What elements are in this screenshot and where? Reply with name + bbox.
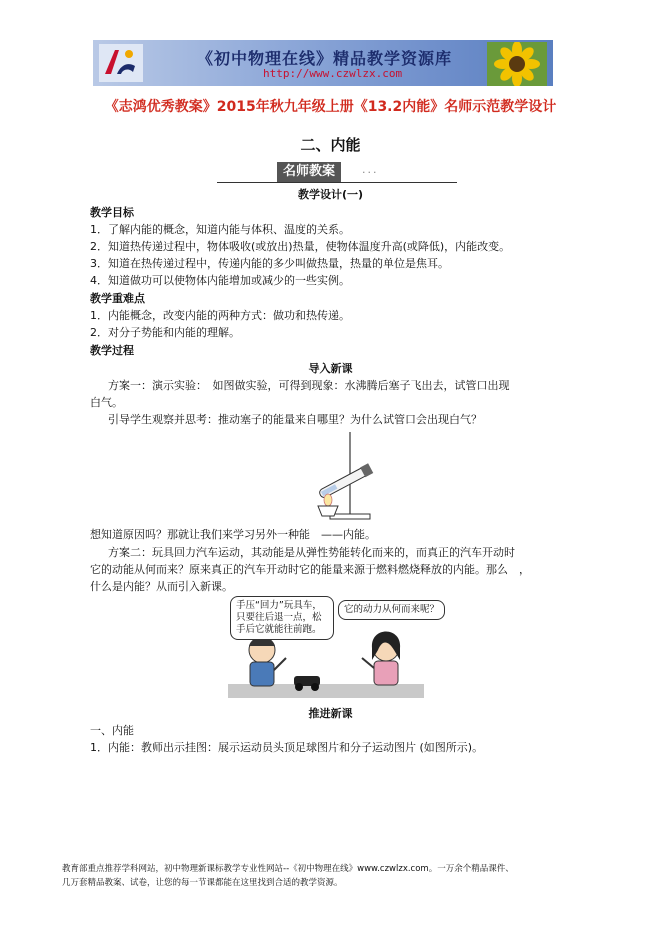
footer-line: 几万套精品教案、试卷，让您的每一节课都能在这里找到合适的教学资源。 (62, 878, 343, 888)
site-logo-icon (99, 44, 143, 82)
design-title: 教学设计(一) (297, 188, 364, 201)
document-title: 《志鸿优秀教案》2015年秋九年级上册《13.2内能》名师示范教学设计 (104, 99, 557, 115)
badge-dots: ··· (362, 166, 379, 179)
teacher-lesson-badge (217, 160, 457, 186)
goal-item: 2．知道热传递过程中，物体吸收(或放出)热量，使物体温度升高(或降低)，内能改变。 (90, 240, 511, 253)
plan2-text-cont: 它的动能从何而来？原来真正的汽车开动时它的能量来源于燃料燃烧释放的内能。那么 ， (90, 563, 530, 576)
plan1-text: 方案一：演示实验： 如图做实验，可得到现象：水沸腾后塞子飞出去，试管口出现 (108, 379, 510, 392)
keypoints-heading: 教学重难点 (90, 292, 145, 305)
toy-car-cartoon (228, 596, 440, 700)
bubble-line: 只要往后退一点，松 (236, 612, 322, 623)
badge-divider (217, 182, 457, 183)
subsection-title: 一、内能 (90, 724, 134, 737)
goal-item: 3．知道在热传递过程中，传递内能的多少叫做热量，热量的单位是焦耳。 (90, 257, 449, 270)
bubble-line: 手压“回力”玩具车， (236, 600, 322, 611)
goal-item: 4．知道做功可以使物体内能增加或减少的一些实例。 (90, 274, 350, 287)
new-lesson-heading: 推进新课 (308, 707, 353, 720)
transition-text: 想知道原因吗？那就让我们来学习另外一种能 ——内能。 (90, 528, 376, 541)
goal-item: 1．了解内能的概念，知道内能与体积、温度的关系。 (90, 223, 350, 236)
banner-url[interactable]: http://www.czwlzx.com (263, 67, 403, 80)
banner-title: 《初中物理在线》精品教学资源库 (197, 49, 453, 68)
speech-bubble-boy (230, 596, 334, 640)
intro-heading: 导入新课 (308, 362, 353, 375)
bubble-line: 手后它就能往前跑。 (236, 624, 322, 635)
internal-energy-item: 1．内能：教师出示挂图：展示运动员头顶足球图片和分子运动图片 (如图所示)。 (90, 741, 484, 754)
speech-bubble-girl (338, 600, 445, 620)
experiment-figure (300, 430, 380, 522)
plan2-text: 方案二：玩具回力汽车运动，其动能是从弹性势能转化而来的，而真正的汽车开动时 (108, 546, 515, 559)
plan1-text-cont: 白气。 (90, 396, 123, 409)
header-banner (93, 40, 553, 86)
process-heading: 教学过程 (90, 344, 134, 357)
footer-line: 教育部重点推荐学科网站，初中物理新课标教学专业性网站--《初中物理在线》www.czwlzx.com。一万余个精品课件、 (62, 864, 514, 874)
goals-heading: 教学目标 (90, 206, 134, 219)
plan2-text-end: 什么是内能？从而引入新课。 (90, 580, 233, 593)
sunflower-icon (487, 42, 547, 86)
bubble-line: 它的动力从何而来呢？ (344, 604, 440, 615)
page-footer (62, 862, 514, 890)
chapter-title: 二、内能 (300, 136, 361, 154)
badge-label: 名师教案 (277, 162, 341, 182)
keypoint-item: 2．对分子势能和内能的理解。 (90, 326, 240, 339)
keypoint-item: 1．内能概念，改变内能的两种方式：做功和热传递。 (90, 309, 350, 322)
guide-question: 引导学生观察并思考：推动塞子的能量来自哪里？为什么试管口会出现白气？ (108, 413, 482, 426)
